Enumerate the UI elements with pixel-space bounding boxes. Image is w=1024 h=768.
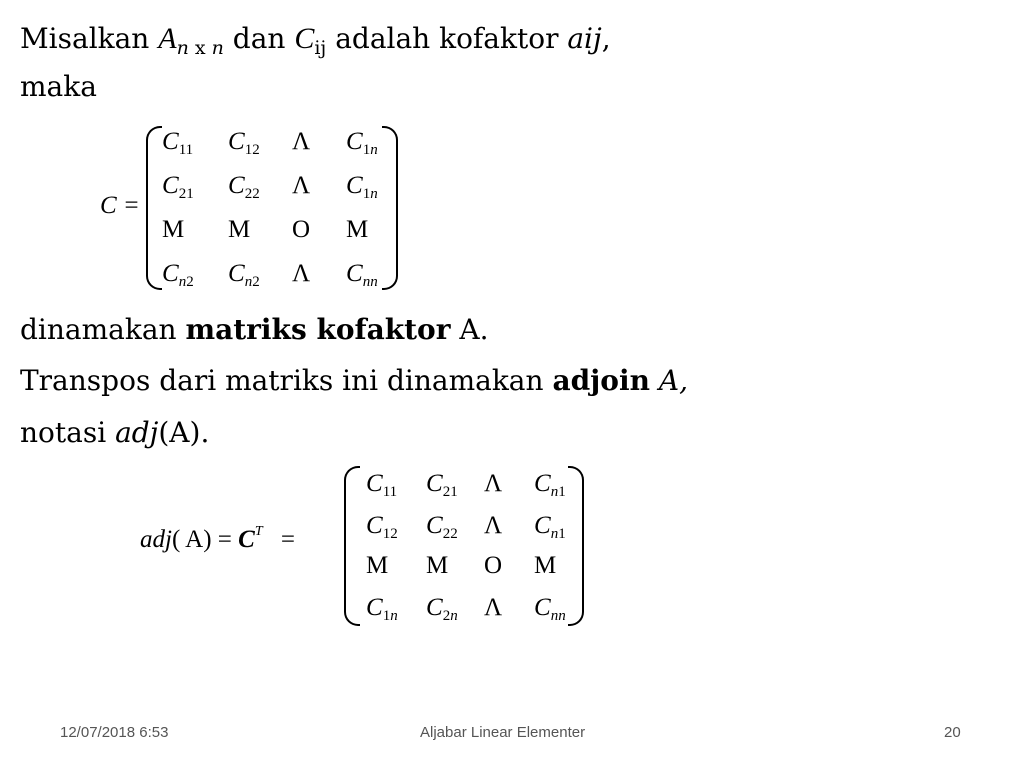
text-segment: dan <box>223 22 295 55</box>
page-number: 20 <box>944 724 961 741</box>
adj-notation: adj <box>115 416 159 449</box>
matrix-entry: Λ <box>484 512 503 539</box>
definition-line: Misalkan $A_{n x n}$ dan $C_{ij}$ adalah kofaktor aij, <box>20 22 611 59</box>
matrix-entry: M <box>366 552 389 579</box>
matrix-entry: Λ <box>484 594 503 621</box>
matrix-entry: $C_{11}$ <box>162 128 194 158</box>
notation-line: notasi adj(A). <box>20 416 210 449</box>
cofactor-subscript: ij <box>314 37 327 59</box>
matrix-entry: M <box>162 216 185 243</box>
matrix-entry: $C_{22}$ <box>426 512 458 542</box>
matrix-entry: $C_{nn}$ <box>534 594 566 624</box>
element-symbol: aij <box>567 22 602 55</box>
matrix-entry: $C_{1n}$ <box>346 128 378 158</box>
left-paren <box>344 466 360 626</box>
left-paren <box>146 126 162 290</box>
matrix-entry: $C_{22}$ <box>228 172 260 202</box>
matrix-entry: M <box>228 216 251 243</box>
adjoint-lhs: adj( $A) = C^T$ = <box>140 524 295 553</box>
matrix-entry: M <box>534 552 557 579</box>
matrix-entry: $C_{21}$ <box>426 470 458 500</box>
matrix-entry: $C_{n1}$ <box>534 470 566 500</box>
right-paren <box>382 126 398 290</box>
matrix-entry: $C_{n1}$ <box>534 512 566 542</box>
text-segment: Misalkan <box>20 22 159 55</box>
matrix-entry: Λ <box>292 260 311 287</box>
matrix-entry: $C_{n2}$ <box>228 260 260 290</box>
matrix-entry: O <box>484 552 503 579</box>
cofactor-symbol: C <box>294 22 315 55</box>
matrix-lhs: C = <box>100 192 140 219</box>
text-segment: adalah kofaktor <box>326 22 568 55</box>
matrix-entry: $C_{n2}$ <box>162 260 194 290</box>
matrix-entry: $C_{12}$ <box>366 512 398 542</box>
matrix-size-subscript: n x n <box>176 37 224 59</box>
matrix-entry: $C_{11}$ <box>366 470 398 500</box>
transpose-line: Transpos dari matriks ini dinamakan adjoin A, <box>20 364 688 397</box>
footer-title: Aljabar Linear Elementer <box>420 724 586 741</box>
matrix-entry: $C_{1n}$ <box>346 172 378 202</box>
matrix-entry: $C_{2n}$ <box>426 594 458 624</box>
matrix-entry: O <box>292 216 311 243</box>
maka-line: maka <box>20 70 97 103</box>
matrix-symbol-a: A <box>158 22 177 55</box>
term-adjoin: adjoin <box>552 364 650 397</box>
matrix-entry: Λ <box>484 470 503 497</box>
matrix-entry: Λ <box>292 128 311 155</box>
matrix-entry: M <box>346 216 369 243</box>
right-paren <box>568 466 584 626</box>
matrix-entry: $C_{12}$ <box>228 128 260 158</box>
matrix-entry: $C_{nn}$ <box>346 260 378 290</box>
term-matriks-kofaktor: matriks kofaktor <box>185 313 451 346</box>
matrix-entry: M <box>426 552 449 579</box>
footer-date: 12/07/2018 6:53 <box>60 724 169 741</box>
matrix-entry: Λ <box>292 172 311 199</box>
cofactor-name-line: dinamakan matriks kofaktor A. <box>20 313 489 346</box>
matrix-entry: $C_{21}$ <box>162 172 194 202</box>
matrix-entry: $C_{1n}$ <box>366 594 398 624</box>
